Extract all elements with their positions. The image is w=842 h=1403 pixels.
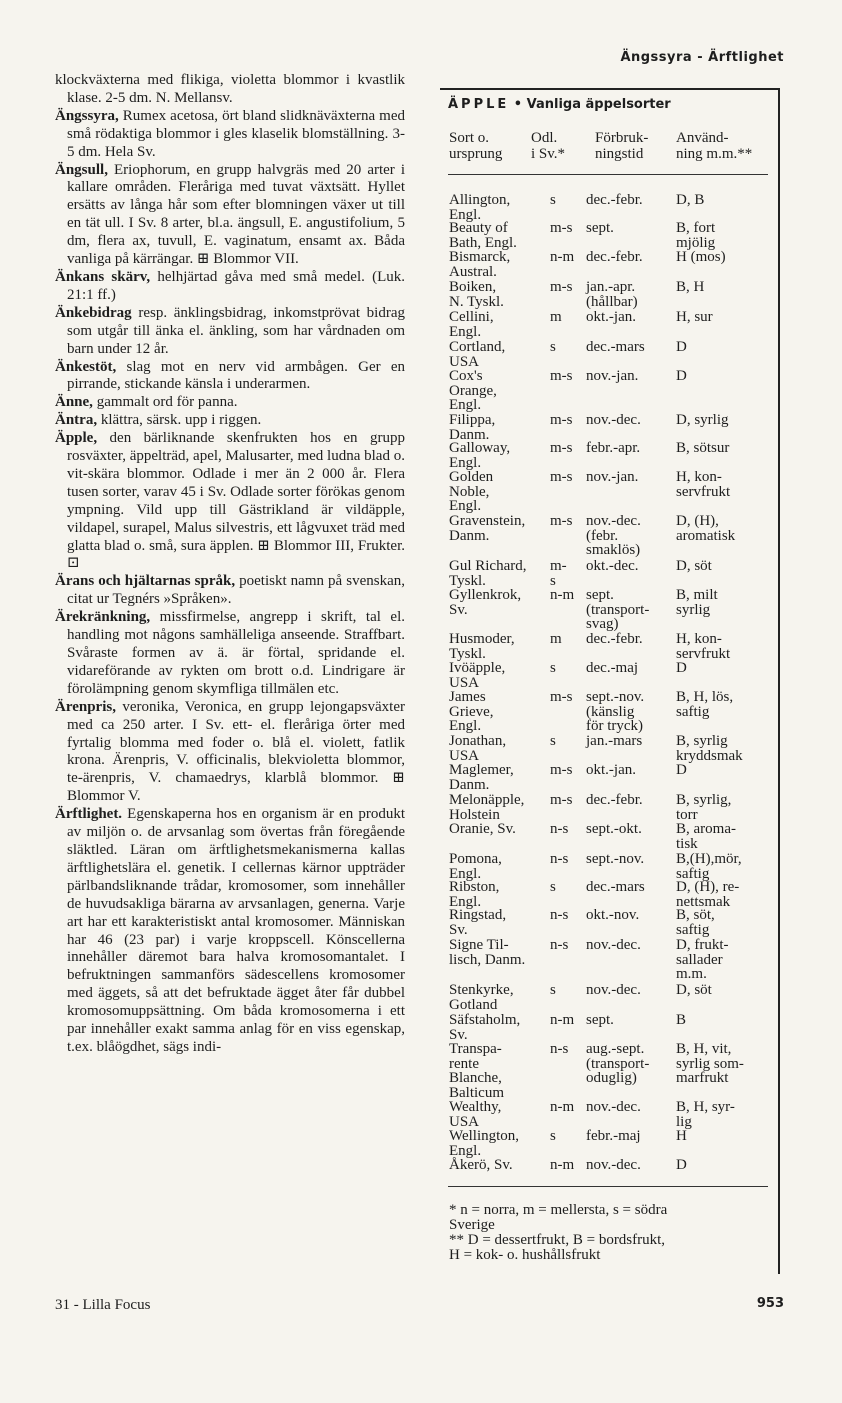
table-cell: Cellini, Engl. [449, 309, 494, 340]
table-cell: s [550, 660, 556, 676]
entry: Ärenpris, veronika, Veronica, en grupp lejongapsväxter med ca 250 arter. I Sv. ett- el. fleråriga örter med fyrtalig blomma med foder o. blå el. violett, fatlik krona. Ärenpris, V. officinalis, blekvioletta blommor, te-ärenpris, V. chamaedrys, klarblå blommor. ⊞ Blommor V. [55, 698, 405, 805]
table-cell: okt.-jan. [586, 762, 636, 778]
table-cell: m-s [550, 368, 573, 384]
table-cell: m-s [550, 440, 573, 456]
table-cell: Melonäpple, Holstein [449, 792, 525, 823]
table-cell: m-s [550, 513, 573, 529]
col-header-anvand: Använd- ning m.m.** [676, 130, 753, 162]
table-cell: aug.-sept. (transport- oduglig) [586, 1041, 650, 1086]
footnote-odling: * n = norra, m = mellersta, s = södra Sverige [449, 1202, 668, 1233]
table-row [449, 1158, 774, 1198]
table-row [449, 937, 774, 982]
entry: Ängsull, Eriophorum, en grupp halvgräs med 20 arter i kallare områden. Fleråriga med tuvat växtsätt. Hyllet ersätts av långa hår som efter blomningen växer ut till en tät ull. I Sv. 8 arter, bl.a. ängsull, E. angustifolium, 5 dm, flera ax, tuvull, E. vaginatum, ensamt ax. Båda vanliga på kärrängar. ⊞ Blommor VII. [55, 161, 405, 268]
table-cell: sept. (transport- svag) [586, 587, 650, 632]
col-header-odl: Odl. i Sv.* [531, 130, 566, 162]
table-cell: m-s [550, 279, 573, 295]
entry: Ärftlighet. Egenskaperna hos en organism är en produkt av miljön o. de arvsanlag som övertas från föregående släktled. Läran om ärftlighetsmekanismerna kallas ärftlighetslära el. genetik. I cellernas kärnor uppträder pärlbandsliknande trådar, kromosomer, som innehåller de huvudsakliga bärarna av arvsanlagen, generna. Varje art har ett karakteristiskt antal kromosomer. Människan har 46 (23 par) i varje kroppscell. Könscellerna innehåller däremot bara halva kromosomantalet. I befruktningen sammanförs sädescellens kromosomer med äggets, så att det befruktade ägget åter får dubbel kromosomuppsättning. Om båda kromosomerna i ett par innehåller exakt samma anlag för en viss egenskap, t.ex. blåögdhet, sägs indi- [55, 806, 405, 1055]
table-cell: n-s [550, 1041, 569, 1057]
table-cell: B, syrlig kryddsmak [676, 733, 743, 764]
running-head: Ängssyra - Ärftlighet [620, 50, 784, 65]
entry: Änkans skärv, helhjärtad gåva med små medel. (Luk. 21:1 ff.) [55, 268, 405, 303]
table-cell: B, milt syrlig [676, 587, 718, 618]
table-cell: B, aroma- tisk [676, 821, 736, 852]
table-cell: B, H, syr- lig [676, 1099, 735, 1130]
entry: Änkestöt, slag mot en nerv vid armbågen. Ger en pirrande, stickande känsla i underarmen. [55, 358, 405, 393]
table-cell: dec.-mars [586, 879, 645, 895]
table-cell: D, söt [676, 982, 712, 998]
table-cell: Galloway, Engl. [449, 440, 511, 471]
table-cell: Bismarck, Austral. [449, 249, 511, 280]
table-cell: nov.-dec. [586, 1099, 641, 1115]
table-cell: Wealthy, USA [449, 1099, 502, 1130]
table-cell: Signe Til- lisch, Danm. [449, 937, 526, 968]
table-cell: n-m [550, 1099, 575, 1115]
table-cell: sept.-nov. [586, 851, 645, 867]
table-cell: D, syrlig [676, 412, 729, 428]
table-row [449, 368, 774, 413]
table-cell: B, H [676, 279, 705, 295]
table-cell: okt.-dec. [586, 558, 639, 574]
table-cell: D [676, 1157, 687, 1173]
table-cell: nov.-jan. [586, 469, 639, 485]
entry: Ärans och hjältarnas språk, poetiskt namn på svenskan, citat ur Tegnérs »Språken». [55, 573, 405, 608]
entry: Änne, gammalt ord för panna. [55, 394, 238, 411]
table-cell: Beauty of Bath, Engl. [449, 220, 517, 251]
left-column [55, 72, 405, 1057]
table-cell: Cortland, USA [449, 339, 506, 370]
entry: Äpple, den bärliknande skenfrukten hos en grupp rosväxter, äppelträd, apel, Malusarter, med ludna blad o. vit-skära blommor. Odlade i mer än 2 000 år. Flera tusen sorter, varav 45 i Sv. Odlade sorter förökas genom ympning. Vild upp till Gästrikland är vildäpple, vildapel, surapel, Malus silvestris, ett lågvuxet träd med glatta blad o. små, sura äpplen. ⊞ Blommor III, Frukter. ⊡ [55, 430, 405, 572]
table-cell: n-s [550, 907, 569, 923]
table-cell: dec.-maj [586, 660, 639, 676]
table-cell: nov.-dec. (febr. smaklös) [586, 513, 641, 558]
table-cell: D, frukt- sallader m.m. [676, 937, 729, 982]
table-cell: B, H, lös, saftig [676, 689, 734, 720]
table-cell: m-s [550, 220, 573, 236]
table-cell: n-m [550, 1012, 575, 1028]
table-cell: H [676, 1128, 687, 1144]
table-cell: nov.-dec. [586, 412, 641, 428]
table-cell: D, (H), re- nettsmak [676, 879, 740, 910]
table-cell: n-s [550, 821, 569, 837]
table-cell: nov.-dec. [586, 1157, 641, 1173]
table-cell: Jonathan, USA [449, 733, 507, 764]
table-cell: sept. [586, 220, 614, 236]
table-cell: D, (H), aromatisk [676, 513, 736, 544]
entry: klockväxterna med flikiga, violetta blommor i kvastlik klase. 2-5 dm. N. Mellansv. [55, 72, 405, 106]
table-cell: Säfstaholm, Sv. [449, 1012, 521, 1043]
table-cell: Stenkyrke, Gotland [449, 982, 514, 1013]
table-cell: dec.-mars [586, 339, 645, 355]
table-cell: febr.-apr. [586, 440, 641, 456]
table-cell: Oranie, Sv. [449, 821, 516, 837]
table-cell: m-s [550, 469, 573, 485]
table-cell: Pomona, Engl. [449, 851, 502, 882]
table-cell: Ivöäpple, USA [449, 660, 506, 691]
page-number: 953 [756, 1296, 784, 1311]
table-cell: dec.-febr. [586, 249, 643, 265]
table-cell: D [676, 368, 687, 384]
table-cell: Maglemer, Danm. [449, 762, 514, 793]
table-cell: B,(H),mör, saftig [676, 851, 742, 882]
table-cell: sept.-nov. (känslig för tryck) [586, 689, 645, 734]
table-cell: m [550, 631, 562, 647]
table-cell: okt.-jan. [586, 309, 636, 325]
table-cell: nov.-dec. [586, 937, 641, 953]
table-cell: m- s [550, 558, 567, 589]
table-cell: m [550, 309, 562, 325]
table-cell: Ribston, Engl. [449, 879, 500, 910]
table-cell: H (mos) [676, 249, 726, 265]
table-cell: Cox's Orange, Engl. [449, 368, 497, 413]
table-cell: s [550, 339, 556, 355]
table-cell: dec.-febr. [586, 792, 643, 808]
table-cell: Golden Noble, Engl. [449, 469, 494, 514]
entry: Ärekränkning, missfirmelse, angrepp i skrift, tal el. handling mot någons samhälleliga anseende. Straffbart. Svåraste formen av ä. är förtal, spridande el. vidareförande av rykten om brott o.d. Lindrigare är förolämpning genom skymfliga tillmälen etc. [55, 609, 405, 697]
table-cell: m-s [550, 762, 573, 778]
table-cell: febr.-maj [586, 1128, 641, 1144]
table-cell: B [676, 1012, 687, 1028]
table-cell: s [550, 733, 556, 749]
table-cell: s [550, 879, 556, 895]
footnote-anvandning: ** D = dessertfrukt, B = bordsfrukt, H = kok- o. hushållsfrukt [449, 1232, 666, 1263]
table-cell: s [550, 982, 556, 998]
table-cell: Gul Richard, Tyskl. [449, 558, 527, 589]
entry: Äntra, klättra, särsk. upp i riggen. [55, 412, 262, 429]
table-cell: m-s [550, 689, 573, 705]
table-cell: B, fort mjölig [676, 220, 716, 251]
divider [448, 1186, 768, 1187]
table-cell: Transpa- rente Blanche, Balticum [449, 1041, 504, 1101]
table-title: ÄPPLE • Vanliga äppelsorter [448, 97, 671, 112]
table-cell: n-m [550, 1157, 575, 1173]
table-cell: D [676, 660, 687, 676]
table-cell: H, kon- servfrukt [676, 469, 731, 500]
table-cell: s [550, 1128, 556, 1144]
table-cell: Ringstad, Sv. [449, 907, 507, 938]
table-row [449, 587, 774, 632]
table-cell: D [676, 339, 687, 355]
table-cell: D, B [676, 192, 705, 208]
table-cell: Husmoder, Tyskl. [449, 631, 515, 662]
table-row [449, 469, 774, 514]
table-cell: n-s [550, 937, 569, 953]
divider [448, 174, 768, 175]
entry: Ängssyra, Rumex acetosa, ört bland slidknäväxterna med små rödaktiga blommor i gles klaselik blomställning. 3-5 dm. Hela Sv. [55, 107, 405, 160]
table-cell: m-s [550, 412, 573, 428]
col-header-sort: Sort o. ursprung [449, 130, 503, 162]
table-cell: sept. [586, 1012, 614, 1028]
table-cell: nov.-dec. [586, 982, 641, 998]
table-cell: D [676, 762, 687, 778]
table-cell: jan.-apr. (hållbar) [586, 279, 638, 310]
table-cell: jan.-mars [586, 733, 643, 749]
table-cell: James Grieve, Engl. [449, 689, 494, 734]
table-cell: D, söt [676, 558, 712, 574]
table-cell: H, sur [676, 309, 713, 325]
table-cell: n-s [550, 851, 569, 867]
table-cell: Gyllenkrok, Sv. [449, 587, 522, 618]
table-cell: okt.-nov. [586, 907, 640, 923]
table-cell: s [550, 192, 556, 208]
col-header-forbruk: Förbruk- ningstid [595, 130, 649, 162]
table-cell: sept.-okt. [586, 821, 642, 837]
table-cell: Åkerö, Sv. [449, 1157, 513, 1173]
table-cell: dec.-febr. [586, 631, 643, 647]
table-cell: Wellington, Engl. [449, 1128, 520, 1159]
table-cell: nov.-jan. [586, 368, 639, 384]
table-cell: B, sötsur [676, 440, 730, 456]
table-row [449, 1041, 774, 1101]
table-cell: Boiken, N. Tyskl. [449, 279, 504, 310]
table-cell: dec.-febr. [586, 192, 643, 208]
table-cell: Gravenstein, Danm. [449, 513, 526, 544]
footer-source: 31 - Lilla Focus [55, 1297, 151, 1313]
table-row [449, 513, 774, 558]
table-cell: n-m [550, 587, 575, 603]
table-cell: B, syrlig, torr [676, 792, 732, 823]
table-row [449, 689, 774, 734]
table-cell: m-s [550, 792, 573, 808]
table-cell: Allington, Engl. [449, 192, 511, 223]
table-cell: B, söt, saftig [676, 907, 715, 938]
table-cell: n-m [550, 249, 575, 265]
table-cell: B, H, vit, syrlig som- marfrukt [676, 1041, 744, 1086]
table-cell: Filippa, Danm. [449, 412, 496, 443]
table-cell: H, kon- servfrukt [676, 631, 731, 662]
entry: Änkebidrag resp. änklingsbidrag, inkomstprövat bidrag som utgår till änka el. änkling, som har vårdnaden om barn under 12 år. [55, 304, 405, 357]
